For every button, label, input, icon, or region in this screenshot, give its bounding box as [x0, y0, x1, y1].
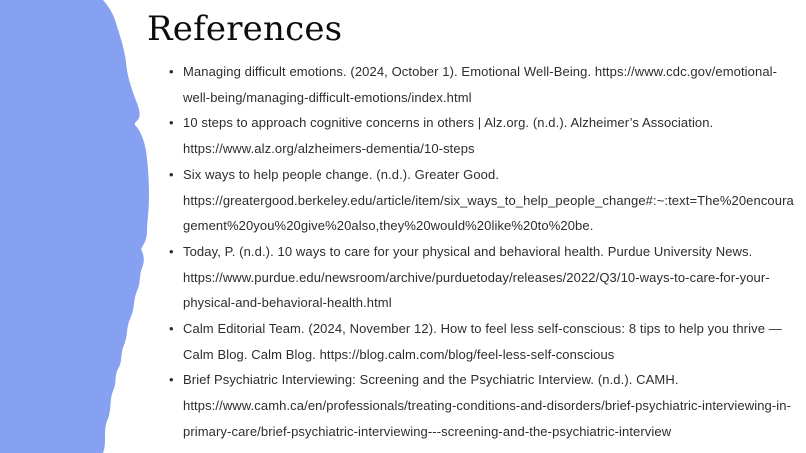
page-title: References [147, 9, 343, 49]
references-list [169, 59, 801, 445]
reference-item: • Today, P. (n.d.). 10 ways to care for your physical and behavioral health. Purdue University News. https://www.purdue.edu/newsroom/archive/purduetoday/releases/2022/Q3/10-ways-to-care-for-your-physical-and-behavioral-health.html [169, 239, 801, 316]
reference-item: • Six ways to help people change. (n.d.). Greater Good. https://greatergood.berkeley.edu/article/item/six_ways_to_help_people_change#:~:text=The%20encouragement%20you%20give%20also,they%20would%20like%20to%20be. [169, 162, 801, 239]
decorative-blob [0, 0, 160, 453]
reference-item: • Managing difficult emotions. (2024, October 1). Emotional Well-Being. https://www.cdc.gov/emotional-well-being/managing-difficult-emotions/index.html [169, 59, 801, 110]
reference-item: • Brief Psychiatric Interviewing: Screening and the Psychiatric Interview. (n.d.). CAMH. https://www.camh.ca/en/professionals/treating-conditions-and-disorders/brief-psychiatric-interviewing-in-primary-care/brief-psychiatric-interviewing---screening-and-the-psychiatric-interview [169, 367, 801, 444]
decorative-blob-shape [0, 0, 149, 453]
reference-item: • Calm Editorial Team. (2024, November 12). How to feel less self-conscious: 8 tips to help you thrive — Calm Blog. Calm Blog. https://blog.calm.com/blog/feel-less-self-conscious [169, 316, 801, 367]
reference-item: • 10 steps to approach cognitive concerns in others | Alz.org. (n.d.). Alzheimer’s Association. https://www.alz.org/alzheimers-dementia/10-steps [169, 110, 801, 161]
